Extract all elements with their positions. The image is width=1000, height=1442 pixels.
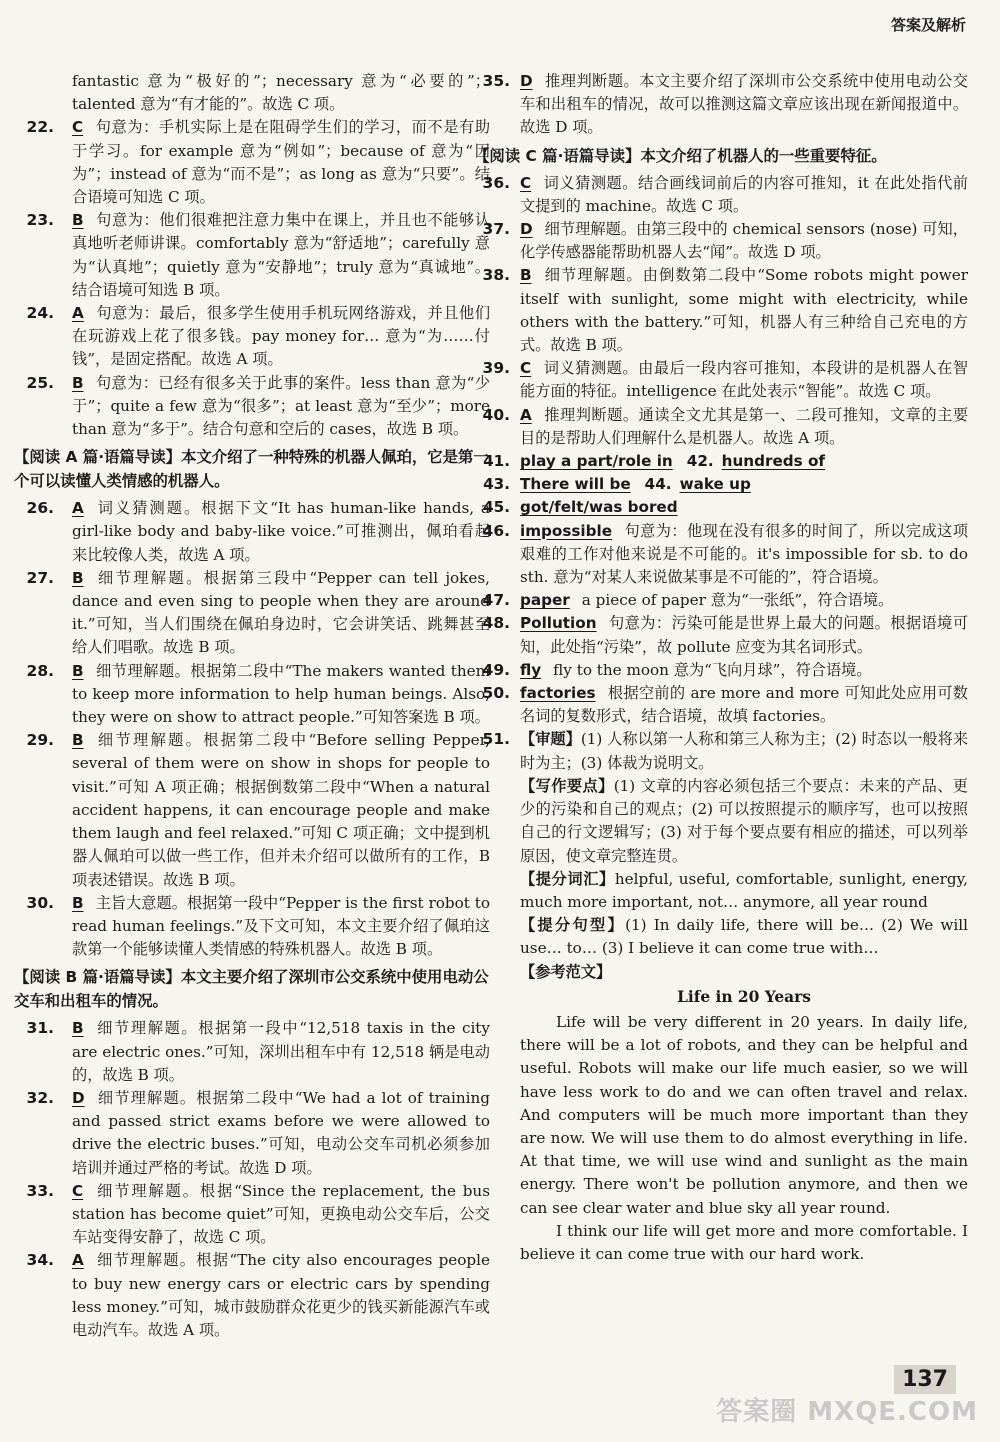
explanation-text: 细节理解题。由倒数第二段中“Some robots might power itself with sunlight, some might with electricity, while others with the battery.”可知，机器人有三种给自己充电的方式。故选 B 项。 — [520, 266, 968, 355]
explanation-text: 句意为：已经有很多关于此事的案件。less than 意为“少于”；quite a few 意为“很多”；at least 意为“至少”；more than 意为“多于”。结合句意和空后的 cases，故选 B 项。 — [72, 373, 490, 439]
shenti-text: (1) 人称以第一人称和第三人称为主；(2) 时态以一般将来时为主；(3) 体裁为说明文。 — [520, 730, 969, 772]
right-items-c — [482, 520, 968, 729]
answer-key: C — [72, 118, 84, 137]
answer-key: D — [520, 220, 533, 239]
item-number: 31. — [26, 1019, 54, 1038]
item-number: 42. — [686, 452, 714, 471]
item-number: 35. — [482, 72, 510, 90]
yaodian-block — [520, 775, 968, 868]
item-number: 32. — [26, 1088, 54, 1107]
fill-answer: play a part/role in — [520, 452, 673, 471]
answer-key: Pollution — [520, 614, 597, 633]
answer-item — [482, 218, 968, 264]
explanation-text: 细节理解题。根据第三段中“Pepper can tell jokes, dance and even sing to people when they are around it.”可知，当人们围绕在佩珀身边时，它会讲笑话、跳舞甚至给人们唱歌。故选 B 项。 — [72, 568, 490, 657]
item-number: 41. — [483, 452, 510, 471]
explanation-text: 根据空前的 are more and more 可知此处应用可数名词的复数形式，结合语境，故填 factories。 — [520, 684, 968, 726]
explanation-text: 句意为：污染可能是世界上最大的问题。根据语境可知，此处指“污染”，故 pollute 应变为其名词形式。 — [520, 614, 968, 656]
left-column — [14, 70, 490, 1342]
essay-paragraph-2: I think our life will get more and more comfortable. I believe it can come true with our hard work. — [520, 1221, 968, 1263]
answer-item — [26, 116, 490, 209]
item-number: 25. — [26, 373, 54, 392]
answer-item — [482, 404, 968, 450]
answer-key: B — [72, 731, 84, 750]
answer-item — [482, 357, 968, 403]
answer-item — [26, 372, 490, 442]
answer-item — [482, 520, 968, 590]
answer-key: fly — [520, 660, 542, 679]
item-number: 33. — [26, 1181, 54, 1200]
item-number: 40. — [482, 405, 510, 424]
answer-item — [26, 892, 490, 962]
fill-row — [483, 450, 968, 473]
cihui-label: 【提分词汇】 — [520, 869, 615, 888]
answer-item — [482, 612, 968, 658]
answer-key: A — [72, 499, 84, 518]
intro-continuation: fantastic 意为“极好的”；necessary 意为“必要的”；talented 意为“有才能的”。故选 C 项。 — [72, 72, 490, 114]
fill-answer: got/felt/was bored — [520, 498, 678, 517]
item-number: 49. — [482, 660, 510, 679]
answer-key: A — [72, 1251, 84, 1270]
explanation-text: a piece of paper 意为“一张纸”，符合语境。 — [581, 591, 894, 610]
watermark-logo: 答案圈 MXQE.COM — [716, 1397, 978, 1427]
answer-item — [26, 729, 490, 891]
left-items-c — [26, 1017, 490, 1342]
answer-item — [26, 497, 490, 567]
explanation-text: 词义猜测题。根据下文“It has human-like hands, a girl-like body and baby-like voice.”可推测出，佩珀看起来比较像人类，故选 A 项。 — [72, 499, 490, 564]
yaodian-text: (1) 文章的内容必须包括三个要点：未来的产品、更少的污染和自己的观点；(2) 可以按照提示的顺序写，也可以按照自己的行文逻辑写；(3) 对于每个要点要有相应的描述，可以列举原因，使文章完整连贯。 — [520, 776, 968, 865]
fanwen-block — [520, 961, 968, 984]
answer-item — [482, 682, 968, 728]
answer-item — [26, 209, 490, 302]
explanation-text: 句意为：手机实际上是在阻碍学生们的学习，而不是有助于学习。for example 意为“例如”；because of 意为“因为”；instead of 意为“而不是”；as long as 意为“只要”。结合语境可知选 C 项。 — [72, 118, 490, 207]
answer-key: B — [72, 661, 84, 680]
answer-item — [26, 567, 490, 660]
answer-key: B — [72, 568, 84, 587]
explanation-text: fly to the moon 意为“飞向月球”，符合语境。 — [553, 660, 872, 679]
explanation-text: 细节理解题。根据“The city also encourages people to buy new energy cars or electric cars by spending less money.”可知，城市鼓励群众花更少的钱买新能源汽车或电动汽车。故选 A 项。 — [72, 1251, 490, 1339]
juxing-label: 【提分句型】 — [520, 916, 626, 935]
answer-item — [26, 302, 490, 372]
right-items-a — [482, 70, 968, 140]
explanation-text: 句意为：他现在没有很多的时间了，所以完成这项艰难的工作对他来说是不可能的。it's impossible for sb. to do sth. 意为“对某人来说做某事是不可能的”，符合语境。 — [520, 521, 968, 587]
explanation-text: 细节理解题。由第三段中的 chemical sensors (nose) 可知，化学传感器能帮助机器人去“闻”。故选 D 项。 — [520, 220, 968, 262]
right-items-b — [482, 172, 968, 450]
answer-key: factories — [520, 684, 596, 703]
answer-item — [482, 172, 968, 218]
item-number: 38. — [482, 266, 510, 285]
item-number: 44. — [644, 475, 672, 494]
fill-answer: wake up — [679, 475, 751, 494]
answer-key: D — [72, 1088, 85, 1107]
answer-item — [26, 1180, 490, 1250]
reading-c-guide: 【阅读 C 篇·语篇导读】本文介绍了机器人的一些重要特征。 — [474, 146, 887, 165]
right-column — [474, 70, 969, 1266]
explanation-text: 主旨大意题。根据第一段中“Pepper is the first robot to read human feelings.”及下文可知，本文主要介绍了佩珀这款第一个能够读懂人类情感的特殊机器人。故选 B 项。 — [72, 893, 490, 959]
answer-key: B — [72, 211, 84, 230]
item-number: 37. — [482, 220, 510, 239]
essay-paragraph-1: Life will be very different in 20 years. In daily life, there will be a lot of robots, and they can be helpful and useful. Robots will make our life much easier, so we will have less work to do and we can often travel and relax. And computers will be much more important than they are now. We will use them to do almost everything in life. At that time, we will use wind and sunlight as the main energy. There won't be pollution anymore, and then we can see clear water and blue sky all year round. — [520, 1012, 968, 1217]
explanation-text: 细节理解题。根据第二段中“We had a lot of training and passed strict exams before we were allowed to drive the electric buses.”可知，电动公交车司机必须参加培训并通过严格的考试。故选 D 项。 — [72, 1088, 490, 1177]
item-number: 24. — [26, 304, 54, 323]
cihui-text: helpful, useful, comfortable, sunlight, energy, much more important, not… anymore, all year round — [520, 869, 969, 911]
item-number: 46. — [482, 521, 510, 540]
answer-key: C — [72, 1181, 84, 1200]
item-number: 34. — [26, 1251, 54, 1270]
item-number: 50. — [482, 684, 510, 703]
fill-in-answers — [483, 450, 968, 520]
item-number: 51. — [482, 730, 510, 749]
item-number: 39. — [482, 359, 510, 378]
reading-a-guide: 【阅读 A 篇·语篇导读】本文介绍了一种特殊的机器人佩珀，它是第一个可以读懂人类情感的机器人。 — [14, 448, 489, 491]
answer-item — [482, 659, 968, 682]
explanation-text: 词义猜测题。由最后一段内容可推知，本段讲的是机器人在智能方面的特征。intelligence 在此处表示“智能”。故选 C 项。 — [520, 359, 968, 401]
answer-item — [26, 660, 490, 730]
explanation-text: 细节理解题。根据第二段中“Before selling Pepper, several of them were on show in shops for people to visit.”可知 A 项正确；根据倒数第二段中“When a natural accident happens, it can encourage people and make them laugh and feel relaxed.”可知 C 项正确；文中提到机器人佩珀可以做一些工作，但并未介绍可以做所有的工作，B 项表述错误。故选 B 项。 — [72, 731, 490, 889]
item-number: 30. — [26, 893, 54, 912]
yaodian-label: 【写作要点】 — [520, 776, 614, 795]
item-number: 26. — [26, 499, 54, 518]
answer-key: impossible — [520, 521, 613, 540]
item-number: 43. — [483, 475, 510, 494]
item-number: 28. — [26, 661, 54, 680]
explanation-text: 推理判断题。通读全文尤其是第一、二段可推知，文章的主要目的是帮助人们理解什么是机器人。故选 A 项。 — [520, 405, 968, 447]
answer-key: C — [520, 359, 532, 378]
answer-key: B — [72, 1019, 84, 1038]
answer-item — [26, 1087, 490, 1180]
answer-item — [482, 589, 968, 612]
answer-key: A — [72, 304, 84, 323]
fill-answer: There will be — [520, 475, 631, 494]
left-items-a — [26, 116, 490, 441]
fill-answer: hundreds of — [721, 452, 825, 471]
juxing-text: (1) In daily life, there will be… (2) We will use… to… (3) I believe it can come true with… — [520, 916, 969, 958]
cihui-block — [520, 868, 968, 914]
item-number: 27. — [26, 568, 54, 587]
fanwen-label: 【参考范文】 — [520, 962, 612, 981]
juxing-block — [520, 914, 968, 960]
q51-block — [482, 728, 969, 774]
answer-item — [26, 1249, 490, 1342]
section-header: 答案及解析 — [890, 16, 966, 34]
answer-key: B — [72, 893, 84, 912]
item-number: 48. — [482, 614, 510, 633]
explanation-text: 词义猜测题。结合画线词前后的内容可推知，it 在此处指代前文提到的 machine。故选 C 项。 — [520, 173, 968, 215]
fill-row — [483, 496, 968, 519]
item-number: 29. — [26, 731, 54, 750]
shenti-label: 【审题】 — [520, 730, 581, 749]
item-number: 47. — [482, 591, 510, 610]
item-number: 45. — [483, 498, 510, 517]
left-items-b — [26, 497, 490, 961]
answer-item — [482, 264, 968, 357]
fill-row — [483, 473, 968, 496]
answer-key: A — [520, 405, 532, 424]
item-number: 22. — [26, 118, 54, 137]
answer-key: B — [520, 266, 532, 285]
explanation-text: 细节理解题。根据“Since the replacement, the bus station has become quiet”可知，更换电动公交车后，公交车站变得安静了，故选 C 项。 — [72, 1181, 490, 1247]
explanation-text: 推理判断题。本文主要介绍了深圳市公交系统中使用电动公交车和出租车的情况，故可以推测这篇文章应该出现在新闻报道中。故选 D 项。 — [520, 72, 968, 137]
answer-key: D — [520, 72, 533, 90]
answer-key: paper — [520, 591, 570, 610]
page-number: 137 — [894, 1365, 956, 1394]
explanation-text: 句意为：他们很难把注意力集中在课上，并且也不能够认真地听老师讲课。comfortably 意为“舒适地”；carefully 意为“认真地”；quietly 意为“安静地”；truly 意为“真诚地”。结合语境可知选 B 项。 — [72, 211, 490, 299]
explanation-text: 句意为：最后，很多学生使用手机玩网络游戏，并且他们在玩游戏上花了很多钱。pay money for… 意为“为……付钱”，是固定搭配。故选 A 项。 — [72, 304, 490, 369]
answer-item — [482, 70, 968, 140]
reading-b-guide: 【阅读 B 篇·语篇导读】本文主要介绍了深圳市公交系统中使用电动公交车和出租车的情况。 — [14, 968, 489, 1011]
item-number: 36. — [482, 173, 510, 192]
answer-key: C — [520, 173, 532, 192]
explanation-text: 细节理解题。根据第二段中“The makers wanted them to keep more information to help human beings. Also, they were on show to attract people.”可知答案选 B 项。 — [72, 661, 490, 727]
item-number: 23. — [26, 211, 54, 230]
explanation-text: 细节理解题。根据第一段中“12,518 taxis in the city are electric ones.”可知，深圳出租车中有 12,518 辆是电动的，故选 B 项。 — [72, 1019, 490, 1084]
answer-key: B — [72, 373, 84, 392]
answer-item — [26, 1017, 490, 1087]
essay-title: Life in 20 Years — [677, 987, 811, 1006]
